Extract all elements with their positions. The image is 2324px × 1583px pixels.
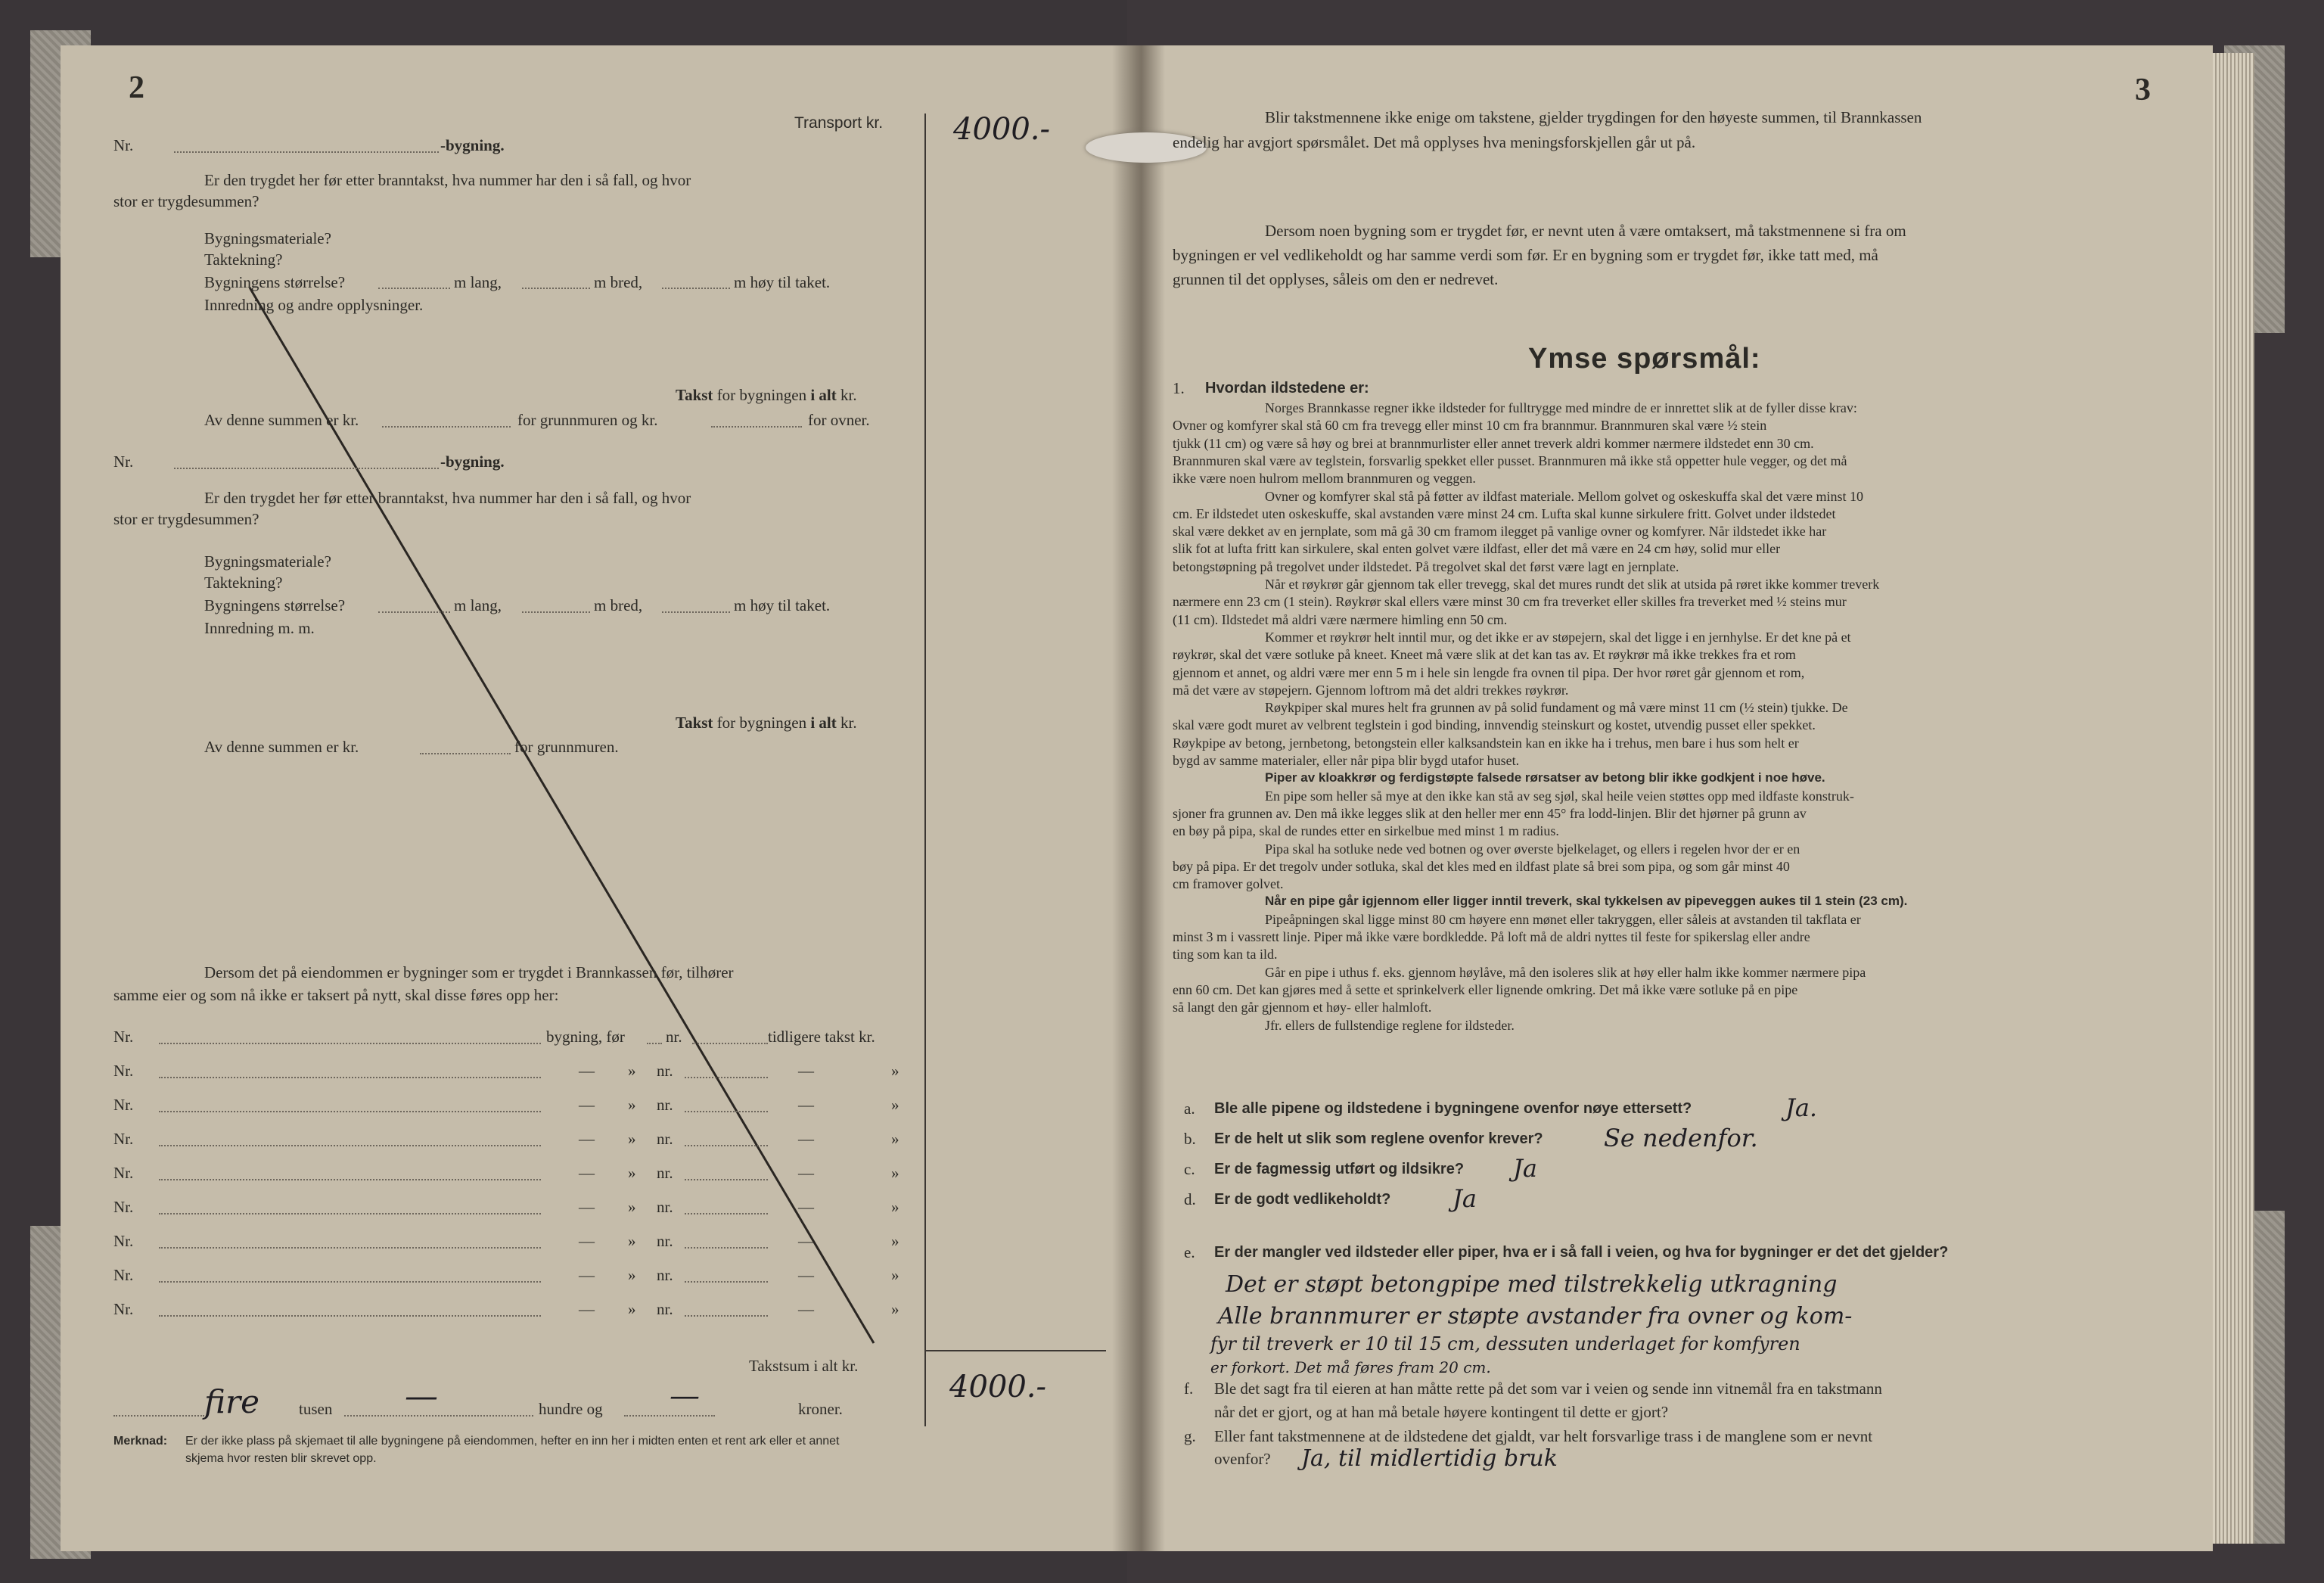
row-quote: » — [628, 1164, 636, 1182]
section1-title: Hvordan ildstedene er: — [1205, 380, 1369, 397]
building1-nr-label: Nr. — [113, 136, 134, 154]
building2-material-label: Bygningsmateriale? — [204, 552, 331, 571]
row-quote2: » — [891, 1198, 899, 1216]
row-dash2: — — [798, 1096, 814, 1114]
other-intro-line1: Dersom det på eiendommen er bygninger som er trygdet i Brannkassen før, tilhører — [204, 963, 734, 981]
rules-line: skal være dekket av en jernplate, som må gå 30 cm framom ilegget på vanlige ovner og komfyrer. Når ildstedet ikke har — [1173, 524, 1827, 540]
rules-line: (11 cm). Ildstedet må aldri være nærmere himling enn 50 cm. — [1173, 611, 1508, 627]
answer-e-line2: Alle brannmurer er støpte avstander fra ovner og kom- — [1218, 1303, 1853, 1330]
rules-line: Piper av kloakkrør og ferdigstøpte falsede rørsatser av betong blir ikke godkjent i noe høve. — [1265, 770, 1825, 785]
row-building-field[interactable] — [159, 1315, 541, 1317]
rules-line: Pipa skal ha sotluke nede ved botnen og over øverste bjelkelaget, og ellers i regelen hvor der er en — [1265, 841, 1800, 857]
rules-line: må det være av støpejern. Gjennom loftrom må det aldri trekkes røykrør. — [1173, 682, 1569, 698]
table-header-field[interactable] — [159, 1043, 541, 1044]
rules-line: Røykpipe av betong, jernbetong, betongstein eller kalksandstein kan en ikke ha i trehus, men bare i hus som helt er — [1173, 735, 1799, 751]
row-dash2: — — [798, 1300, 814, 1318]
words-thousands-value: fire — [204, 1383, 259, 1420]
question-text: Er de godt vedlikeholdt? — [1214, 1191, 1391, 1208]
row-nr2-label: nr. — [657, 1198, 673, 1216]
row-dash2: — — [798, 1062, 814, 1080]
row-quote: » — [628, 1130, 636, 1148]
building1-for-ovner: for ovner. — [808, 411, 870, 429]
row-nr2-label: nr. — [657, 1130, 673, 1148]
rules-line: Ovner og komfyrer skal stå på føtter av ildfast materiale. Mellom golvet og oskeskuffa skal det være minst 10 — [1265, 488, 1863, 504]
takst-bold: Takst — [676, 714, 713, 732]
building2-sum-line: Av denne summen er kr. — [204, 738, 359, 756]
rules-line: Når en pipe går igjennom eller ligger inntil treverk, skal tykkelsen av pipeveggen aukes til 1 stein (23 cm). — [1265, 894, 1908, 909]
question-letter: a. — [1184, 1099, 1195, 1118]
row-dash: — — [579, 1130, 595, 1148]
rules-line: Jfr. ellers de fullstendige reglene for ildsteder. — [1265, 1017, 1515, 1033]
row-quote: » — [628, 1096, 636, 1114]
row-nr2-label: nr. — [657, 1266, 673, 1284]
question-text: Er de helt ut slik som reglene ovenfor krever? — [1214, 1130, 1543, 1147]
building1-ovner-field[interactable] — [711, 426, 802, 428]
row-dash2: — — [798, 1266, 814, 1284]
row-building-field[interactable] — [159, 1247, 541, 1249]
building1-m-hoy: m høy til taket. — [734, 273, 831, 291]
page-number-right: 3 — [2135, 73, 2151, 107]
rules-line: nærmere enn 23 cm (1 stein). Røykrør skal ellers være minst 30 cm fra treverket eller skilles fra treverket med ½ steins mur — [1173, 594, 1847, 610]
row-quote: » — [628, 1062, 636, 1080]
hundre-label: hundre og — [539, 1400, 603, 1418]
building1-length-field[interactable] — [378, 288, 450, 289]
row-quote: » — [628, 1300, 636, 1318]
tusen-dash: — — [405, 1377, 438, 1416]
building2-m-bred: m bred, — [594, 596, 643, 614]
intro2-line1: Dersom noen bygning som er trygdet før, er nevnt uten å være omtaksert, må takstmennene si fra om — [1265, 222, 1906, 240]
question-g-line1: Eller fant takstmennene at de ildstedene det gjaldt, var helt forsvarlige trass i de manglene som er nevnt — [1214, 1427, 1873, 1445]
rules-line: Pipeåpningen skal ligge minst 80 cm høyere enn mønet eller takryggen, eller såleis at avstanden til takflata er — [1265, 911, 1861, 927]
answer-e-line3: fyr til treverk er 10 til 15 cm, dessuten underlaget for komfyren — [1210, 1333, 1800, 1354]
rules-line: cm framover golvet. — [1173, 876, 1284, 892]
building2-sum-field[interactable] — [420, 753, 511, 754]
cancel-line — [0, 0, 1135, 1583]
question-g-letter: g. — [1184, 1427, 1196, 1445]
building1-question-line2: stor er trygdesummen? — [113, 192, 259, 210]
takst-bold: Takst — [676, 386, 713, 404]
answer-g: Ja, til midlertidig bruk — [1301, 1445, 1558, 1472]
hundre-dash: — — [670, 1379, 700, 1414]
building2-interior-label: Innredning m. m. — [204, 619, 315, 637]
rules-line: røykrør, skal det være sotluke på kneet. Kneet må være slik at det kan tas av. Et røykrør må ikke trekkes fra et rom — [1173, 647, 1796, 663]
transport-label: Transport kr. — [794, 114, 884, 132]
kr: kr. — [840, 714, 857, 732]
takst-rest: for bygningen — [716, 386, 807, 404]
takst-rest: for bygningen — [716, 714, 807, 732]
intro2-line2: bygningen er vel vedlikeholdt og har samme verdi som før. Er en bygning som er trygdet før, ikke tatt med, må — [1173, 246, 1878, 264]
building1-material-label: Bygningsmateriale? — [204, 229, 331, 247]
row-dash: — — [579, 1164, 595, 1182]
row-quote2: » — [891, 1232, 899, 1250]
row-number-field[interactable] — [685, 1077, 768, 1078]
row-nr-label: Nr. — [113, 1062, 134, 1080]
row-building-field[interactable] — [159, 1111, 541, 1112]
rules-line: Ovner og komfyrer skal stå 60 cm fra trevegg eller minst 10 cm fra brannmur. Brannmuren skal være ½ stein — [1173, 418, 1767, 434]
building2-roof-label: Taktekning? — [204, 574, 283, 592]
row-building-field[interactable] — [159, 1179, 541, 1180]
row-nr-label: Nr. — [113, 1130, 134, 1148]
building1-roof-label: Taktekning? — [204, 250, 283, 269]
row-nr2-label: nr. — [657, 1164, 673, 1182]
intro2-line3: grunnen til det opplyses, såleis om den er nedrevet. — [1173, 270, 1499, 288]
rules-line: tjukk (11 cm) og være så høy og brei at brannmurlister eller annet treverk aldri kommer nærmere ildstedet enn 30 cm. — [1173, 435, 1814, 451]
rules-line: bøy på pipa. Er det tregolv under sotluka, skal det kles med en ildfast plate så brei som pipa, og som går minst 40 — [1173, 858, 1790, 874]
section1-number: 1. — [1173, 379, 1185, 397]
question-letter: c. — [1184, 1160, 1195, 1178]
row-nr-label: Nr. — [113, 1232, 134, 1250]
row-building-field[interactable] — [159, 1213, 541, 1214]
building2-bygning-label: -bygning. — [440, 453, 505, 471]
question-text: Er de fagmessig utført og ildsikre? — [1214, 1161, 1465, 1177]
row-quote2: » — [891, 1130, 899, 1148]
page-number: 2 — [129, 70, 144, 105]
building1-name-field[interactable] — [174, 151, 439, 153]
rules-line: slik fot at lufta fritt kan sirkulere, skal enten golvet være ildfast, eller det må være en 24 cm høy, solid mur eller — [1173, 541, 1781, 557]
row-nr-label: Nr. — [113, 1164, 134, 1182]
merknad-line2: skjema hvor resten blir skrevet opp. — [185, 1452, 377, 1465]
rules-line: bygd av samme materialer, eller når pipa blir bygd utafor huset. — [1173, 753, 1520, 768]
rules-line: Når et røykrør går gjennom tak eller trevegg, skal det mures rundt det slik at utsida på røret ikke kommer treverk — [1265, 577, 1880, 592]
row-nr2-label: nr. — [657, 1232, 673, 1250]
rules-line: sjoner fra grunnen av. Den må ikke legges slik at den heller mer enn 45° fra lodd-linjen. Blir det hjørner på grunn av — [1173, 805, 1807, 821]
row-quote2: » — [891, 1096, 899, 1114]
tusen-label: tusen — [299, 1400, 333, 1418]
question-answer: Ja — [1452, 1184, 1477, 1213]
i-alt: i alt — [810, 386, 837, 404]
building2-name-field[interactable] — [174, 468, 439, 469]
row-dash2: — — [798, 1164, 814, 1182]
words-pre-field[interactable] — [113, 1415, 204, 1417]
building2-height-field[interactable] — [662, 611, 730, 613]
building2-question-line1: Er den trygdet her før etter branntakst, hva nummer har den i så fall, og hvor — [204, 489, 691, 507]
building2-length-field[interactable] — [378, 611, 450, 613]
building2-m-lang: m lang, — [454, 596, 502, 614]
answer-e-line4: er forkort. Det må føres fram 20 cm. — [1210, 1358, 1491, 1376]
row-dash2: — — [798, 1130, 814, 1148]
building2-size-label: Bygningens størrelse? — [204, 596, 346, 614]
building1-interior-label: Innredning og andre opplysninger. — [204, 296, 424, 314]
row-dash2: — — [798, 1232, 814, 1250]
ymse-heading: Ymse spørsmål: — [1528, 343, 1761, 375]
table-header-nr: Nr. — [113, 1028, 134, 1046]
page-edges — [2213, 53, 2254, 1544]
building1-width-field[interactable] — [522, 288, 590, 289]
question-letter: b. — [1184, 1130, 1196, 1148]
rules-line: Kommer et røykrør helt inntil mur, og det ikke er av støpejern, skal det ligge i en jernhylse. Er det kne på et — [1265, 629, 1851, 645]
row-building-field[interactable] — [159, 1281, 541, 1283]
question-answer: Ja. — [1785, 1093, 1818, 1122]
row-dash: — — [579, 1300, 595, 1318]
row-dash: — — [579, 1062, 595, 1080]
rules-line: Røykpiper skal mures helt fra grunnen av på solid fundament og må være minst 11 cm (½ stein) tjukke. De — [1265, 700, 1848, 716]
row-quote2: » — [891, 1164, 899, 1182]
row-nr-label: Nr. — [113, 1198, 134, 1216]
row-nr-label: Nr. — [113, 1096, 134, 1114]
building1-bygning-label: -bygning. — [440, 136, 505, 154]
building1-sum-field[interactable] — [382, 426, 511, 428]
building2-m-hoy: m høy til taket. — [734, 596, 831, 614]
row-number-field[interactable] — [685, 1213, 768, 1214]
row-dash: — — [579, 1198, 595, 1216]
building1-takst-line — [676, 387, 857, 403]
row-number-field[interactable] — [685, 1145, 768, 1146]
intro1-line2: endelig har avgjort spørsmålet. Det må opplyses hva meningsforskjellen går ut på. — [1173, 133, 1696, 151]
building1-height-field[interactable] — [662, 288, 730, 289]
row-quote: » — [628, 1232, 636, 1250]
answer-e-line1: Det er støpt betongpipe med tilstrekkelig utkragning — [1226, 1271, 1838, 1298]
question-text: Ble alle pipene og ildstedene i bygningene ovenfor nøye ettersett? — [1214, 1100, 1692, 1117]
table-header-nr2-field[interactable] — [692, 1043, 768, 1044]
row-building-field[interactable] — [159, 1077, 541, 1078]
intro1-line1: Blir takstmennene ikke enige om takstene, gjelder trygdingen for den høyeste summen, til Brannkassen — [1265, 108, 1922, 126]
other-intro-line2: samme eier og som nå ikke er taksert på nytt, skal disse føres opp her: — [113, 986, 559, 1004]
takstsum-value: 4000.- — [949, 1370, 1047, 1404]
row-dash: — — [579, 1096, 595, 1114]
question-f-letter: f. — [1184, 1379, 1194, 1398]
building2-width-field[interactable] — [522, 611, 590, 613]
row-quote2: » — [891, 1062, 899, 1080]
row-quote2: » — [891, 1266, 899, 1284]
row-nr-label: Nr. — [113, 1300, 134, 1318]
rules-line: betongstøpning på tregolvet under ildstedet. På tregolvet skal det først være lagt en jernplate. — [1173, 558, 1679, 574]
question-answer: Ja — [1513, 1154, 1537, 1183]
words-tusen-field[interactable] — [344, 1415, 533, 1417]
kr: kr. — [840, 386, 857, 404]
building1-for-grunnmuren: for grunnmuren og kr. — [517, 411, 658, 429]
row-nr2-label: nr. — [657, 1062, 673, 1080]
row-number-field[interactable] — [685, 1247, 768, 1249]
rules-line: skal være godt muret av velbrent teglstein i god binding, innvendig steinskurt og kostet, utvendig pusset eller spekket. — [1173, 717, 1816, 733]
question-f-line1: Ble det sagt fra til eieren at han måtte rette på det som var i veien og sende inn vitnemål fra en takstmann — [1214, 1379, 1882, 1398]
rules-line: Norges Brannkasse regner ikke ildsteder for fulltrygge med mindre de er innrettet slik at de fyller disse krav: — [1265, 400, 1857, 415]
words-hundre-field[interactable] — [624, 1415, 715, 1417]
row-quote: » — [628, 1198, 636, 1216]
building1-size-label: Bygningens størrelse? — [204, 273, 346, 291]
row-nr2-label: nr. — [657, 1300, 673, 1318]
question-answer: Se nedenfor. — [1604, 1124, 1758, 1152]
rules-line: cm. Er ildstedet uten oskeskuffe, skal avstanden være minst 24 cm. Lufta skal kunne sirkulere fritt. Golvet under ildstedet — [1173, 505, 1836, 521]
table-header-tidligere: tidligere takst kr. — [768, 1028, 875, 1046]
transport-value: 4000.- — [953, 112, 1051, 147]
row-dash: — — [579, 1266, 595, 1284]
i-alt: i alt — [810, 714, 837, 732]
row-number-field[interactable] — [685, 1315, 768, 1317]
building2-question-line2: stor er trygdesummen? — [113, 510, 259, 528]
rules-line: så langt den går gjennom et høy- eller halmloft. — [1173, 1000, 1432, 1015]
merknad-line1: Er der ikke plass på skjemaet til alle bygningene på eiendommen, hefter en inn her i midten enten et rent ark eller et annet — [185, 1435, 840, 1448]
building1-question-line1: Er den trygdet her før etter branntakst, hva nummer har den i så fall, og hvor — [204, 171, 691, 189]
kroner-label: kroner. — [798, 1400, 843, 1418]
table-header-nr2: nr. — [666, 1028, 682, 1046]
rules-line: gjennom et annet, og aldri være mer enn 5 m i hele sin lengde fra ovnen til pipa. Der hvor røret går gjennom et rom, — [1173, 664, 1805, 680]
rules-line: enn 60 cm. Det kan gjøres med å sette et sprinkelverk eller lignende omkring. Det må ikke være sotluke på en pipe — [1173, 981, 1798, 997]
row-quote: » — [628, 1266, 636, 1284]
rules-line: en bøy på pipa, skal de rundes etter en sirkelbue med minst 1 m radius. — [1173, 823, 1559, 839]
building2-for-grunnmuren: for grunnmuren. — [514, 738, 619, 756]
building1-sum-line: Av denne summen er kr. — [204, 411, 359, 429]
row-number-field[interactable] — [685, 1281, 768, 1283]
question-e-letter: e. — [1184, 1243, 1195, 1261]
table-header-nr-field[interactable] — [647, 1043, 662, 1044]
building1-m-lang: m lang, — [454, 273, 502, 291]
row-dash: — — [579, 1232, 595, 1250]
question-f-line2: når det er gjort, og at han må betale høyere kontingent til dette er gjort? — [1214, 1403, 1669, 1421]
rules-line: En pipe som heller så mye at den ikke kan stå av seg sjøl, skal heile veien støttes opp med ildfaste konstruk- — [1265, 788, 1854, 804]
row-number-field[interactable] — [685, 1111, 768, 1112]
table-header-bygning: bygning, før — [546, 1028, 625, 1046]
rules-line: ting som kan ta ild. — [1173, 947, 1278, 963]
rules-line: minst 3 m i vassrett linje. Piper må ikke være bordkledde. På loft må de aldri nyttes til feste for spikerslag eller andre — [1173, 929, 1810, 944]
question-e-text: Er der mangler ved ildsteder eller piper, hva er i så fall i veien, og hva for bygninger er det det gjelder? — [1214, 1244, 1949, 1261]
question-g-line2: ovenfor? — [1214, 1450, 1271, 1468]
question-letter: d. — [1184, 1190, 1196, 1208]
rules-line: ikke være noen hulrom mellom brannmuren og veggen. — [1173, 471, 1476, 487]
merknad-label: Merknad: — [113, 1435, 168, 1448]
row-dash2: — — [798, 1198, 814, 1216]
building2-takst-line — [676, 715, 857, 731]
row-nr2-label: nr. — [657, 1096, 673, 1114]
row-nr-label: Nr. — [113, 1266, 134, 1284]
takstsum-label: Takstsum i alt kr. — [749, 1357, 859, 1375]
rules-line: Brannmuren skal være av teglstein, forsvarlig spekket eller pusset. Brannmuren må ikke stå oppetter hule vegger, og det må — [1173, 453, 1847, 468]
building2-nr-label: Nr. — [113, 453, 134, 471]
rules-line: Går en pipe i uthus f. eks. gjennom høylåve, må den isoleres slik at høy eller halm ikke kommer nærmere pipa — [1265, 964, 1866, 980]
building1-m-bred: m bred, — [594, 273, 643, 291]
row-quote2: » — [891, 1300, 899, 1318]
row-building-field[interactable] — [159, 1145, 541, 1146]
row-number-field[interactable] — [685, 1179, 768, 1180]
